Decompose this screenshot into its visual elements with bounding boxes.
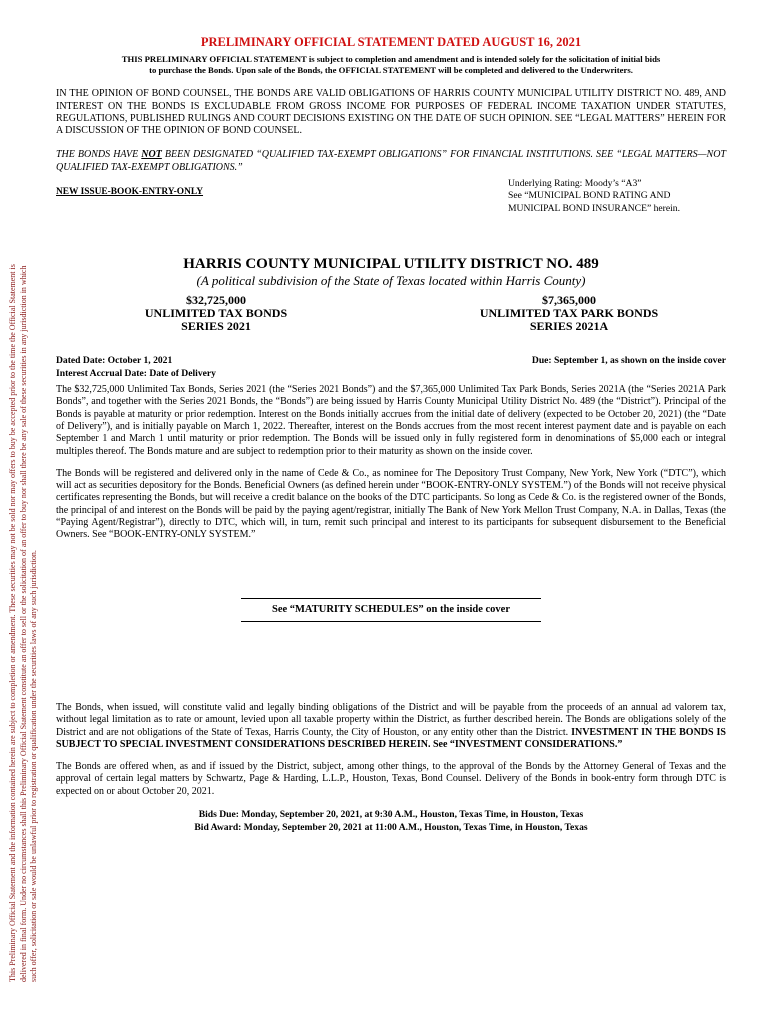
- offering-paragraph: The Bonds are offered when, as and if issued by the District, subject, among other things, to the approval of the Bonds by the Attorney General of Texas and the approval of certain legal matters by Schwartz, Page & Harding, L.L.P., Houston, Texas, Bond Counsel. Delivery of the Bonds in book-entry form through DTC is expected on or about October 20, 2021.: [56, 761, 726, 797]
- bids-due: Bids Due: Monday, September 20, 2021, at 9:30 A.M., Houston, Texas Time, in Houston, Texas: [198, 809, 584, 821]
- document-title: PRELIMINARY OFFICIAL STATEMENT DATED AUGUST 16, 2021: [200, 35, 582, 49]
- bond-type: UNLIMITED TAX BONDS: [144, 306, 288, 321]
- side-disclaimer: [8, 22, 40, 982]
- bond-type: UNLIMITED TAX PARK BONDS: [479, 306, 659, 321]
- bid-information: [56, 808, 726, 834]
- qualified-text-after: BEEN DESIGNATED “QUALIFIED TAX-EXEMPT OBLIGATIONS” FOR FINANCIAL INSTITUTIONS. SEE “LEGAL MATTERS—NOT QUALIFIED TAX-EXEMPT OBLIGATIONS.”: [56, 149, 726, 173]
- bond-counsel-opinion: IN THE OPINION OF BOND COUNSEL, THE BONDS ARE VALID OBLIGATIONS OF HARRIS COUNTY MUNICIPAL UTILITY DISTRICT NO. 489, AND INTEREST ON THE BONDS IS EXCLUDABLE FROM GROSS INCOME FOR PURPOSES OF FEDERAL INCOME TAXATION UNDER STATUTES, REGULATIONS, PUBLISHED RULINGS AND COURT DECISIONS EXISTING ON THE DATE OF SUCH OPINION. SEE “LEGAL MATTERS” HEREIN FOR A DISCUSSION OF THE OPINION OF BOND COUNSEL.: [56, 88, 726, 137]
- side-disclaimer-line-1: This Preliminary Official Statement and the information contained herein are subject to completion or amendment. These securities may not be sold nor may offers to buy be accepted prior to the time the Official Statement is: [8, 264, 17, 982]
- notice-line-2: to purchase the Bonds. Upon sale of the Bonds, the OFFICIAL STATEMENT will be completed and delivered to the Underwriters.: [149, 65, 633, 76]
- dates-left: [56, 354, 216, 380]
- rating-line-1: Underlying Rating: Moody’s “A3”: [508, 178, 642, 190]
- qualified-tax-exempt-notice: [56, 149, 726, 174]
- notice-line-1: THIS PRELIMINARY OFFICIAL STATEMENT is subject to completion and amendment and is intended solely for the solicitation of initial bids: [121, 54, 661, 65]
- series-2021a-park-bonds: [444, 294, 694, 333]
- document-page: [56, 36, 726, 834]
- issue-rating-row: [56, 178, 726, 226]
- rating-line-3: MUNICIPAL BOND INSURANCE” herein.: [508, 202, 680, 214]
- bond-amount: $32,725,000: [186, 293, 246, 308]
- obligations-text: The Bonds, when issued, will constitute valid and legally binding obligations of the District and will be payable from the proceeds of an annual ad valorem tax, without legal limitation as to rate or amount, levied upon all taxable property within the District, as further described herein. The Bonds are obligations solely of the District and are not obligations of the State of Texas, Harris County, the City of Houston, or any entity other than the District.: [56, 701, 726, 738]
- preliminary-notice: [56, 54, 726, 76]
- rating-line-2: See “MUNICIPAL BOND RATING AND: [508, 190, 671, 202]
- dates-row: [56, 354, 726, 384]
- qualified-text-before: THE BONDS HAVE: [56, 149, 142, 161]
- district-name: HARRIS COUNTY MUNICIPAL UTILITY DISTRICT NO. 489: [183, 256, 599, 273]
- bonds-description-paragraph: The $32,725,000 Unlimited Tax Bonds, Series 2021 (the “Series 2021 Bonds”) and the $7,365,000 Unlimited Tax Park Bonds, Series 2021A (the “Series 2021A Park Bonds”, and together with the Series 2021 Bonds, the “Bonds”) are being issued by Harris County Municipal Utility District No. 489 (the “District”). Principal of the Bonds is payable at maturity or prior redemption. Interest on the Bonds initially accrues from the initial date of delivery (expected to be October 20, 2021) (the “Date of Delivery”), and is initially payable on March 1, 2022. Thereafter, interest on the Bonds accrues from the most recent interest payment date and is payable on each September 1 and March 1 until maturity or prior redemption. The Bonds will be issued only in fully registered form in denominations of $5,000 each or integral multiples thereof. The Bonds mature and are subject to redemption prior to their maturity as shown on the inside cover.: [56, 384, 726, 457]
- side-disclaimer-line-2: delivered in final form. Under no circumstances shall this Preliminary Official Statement constitute an offer to sell or the solicitation of an offer to buy nor shall there be any sale of these securities in any jurisdiction in which: [18, 265, 28, 982]
- bond-amount: $7,365,000: [542, 293, 596, 308]
- investment-considerations-warning: INVESTMENT IN THE BONDS IS SUBJECT TO SPECIAL INVESTMENT CONSIDERATIONS DESCRIBED HEREIN. See “INVESTMENT CONSIDERATIONS.”: [56, 726, 726, 750]
- maturity-schedules-note: See “MATURITY SCHEDULES” on the inside cover: [241, 598, 541, 622]
- book-entry-paragraph: The Bonds will be registered and delivered only in the name of Cede & Co., as nominee for The Depository Trust Company, New York, New York (“DTC”), which will act as securities depository for the Bonds. Beneficial Owners (as defined herein under “BOOK-ENTRY-ONLY SYSTEM.”) of the Bonds will not receive physical certificates representing the Bonds, but will receive a credit balance on the books of the DTC participants. So long as Cede & Co. is the registered owner of the Bonds, the principal of and interest on the Bonds will be paid by the paying agent/registrar, initially The Bank of New York Mellon Trust Company, N.A. in Dallas, Texas (the “Paying Agent/Registrar”), directly to DTC, which will, in turn, remit such principal and interest to its participants for subsequent disbursement to the Beneficial Owners. See “BOOK-ENTRY-ONLY SYSTEM.”: [56, 467, 726, 541]
- new-issue-label: NEW ISSUE-BOOK-ENTRY-ONLY: [56, 187, 204, 198]
- due-date: Due: September 1, as shown on the inside cover: [531, 355, 726, 367]
- bid-award: Bid Award: Monday, September 20, 2021 at 11:00 A.M., Houston, Texas Time, in Houston, Texas: [194, 822, 588, 834]
- bond-series: SERIES 2021A: [529, 319, 609, 334]
- obligations-paragraph: [56, 702, 726, 751]
- rating-block: [508, 178, 726, 215]
- qualified-not-emphasis: NOT: [141, 149, 162, 161]
- series-2021-bonds: [116, 294, 316, 333]
- district-subtitle: (A political subdivision of the State of Texas located within Harris County): [196, 273, 586, 289]
- side-disclaimer-line-3: such offer, solicitation or sale would be unlawful prior to registration or qualification under the securities laws of any such jurisdiction.: [29, 550, 39, 982]
- dated-date: Dated Date: October 1, 2021: [56, 355, 173, 367]
- interest-accrual-date: Interest Accrual Date: Date of Delivery: [56, 368, 216, 380]
- bond-series: SERIES 2021: [181, 319, 251, 334]
- bond-series-row: [56, 294, 726, 342]
